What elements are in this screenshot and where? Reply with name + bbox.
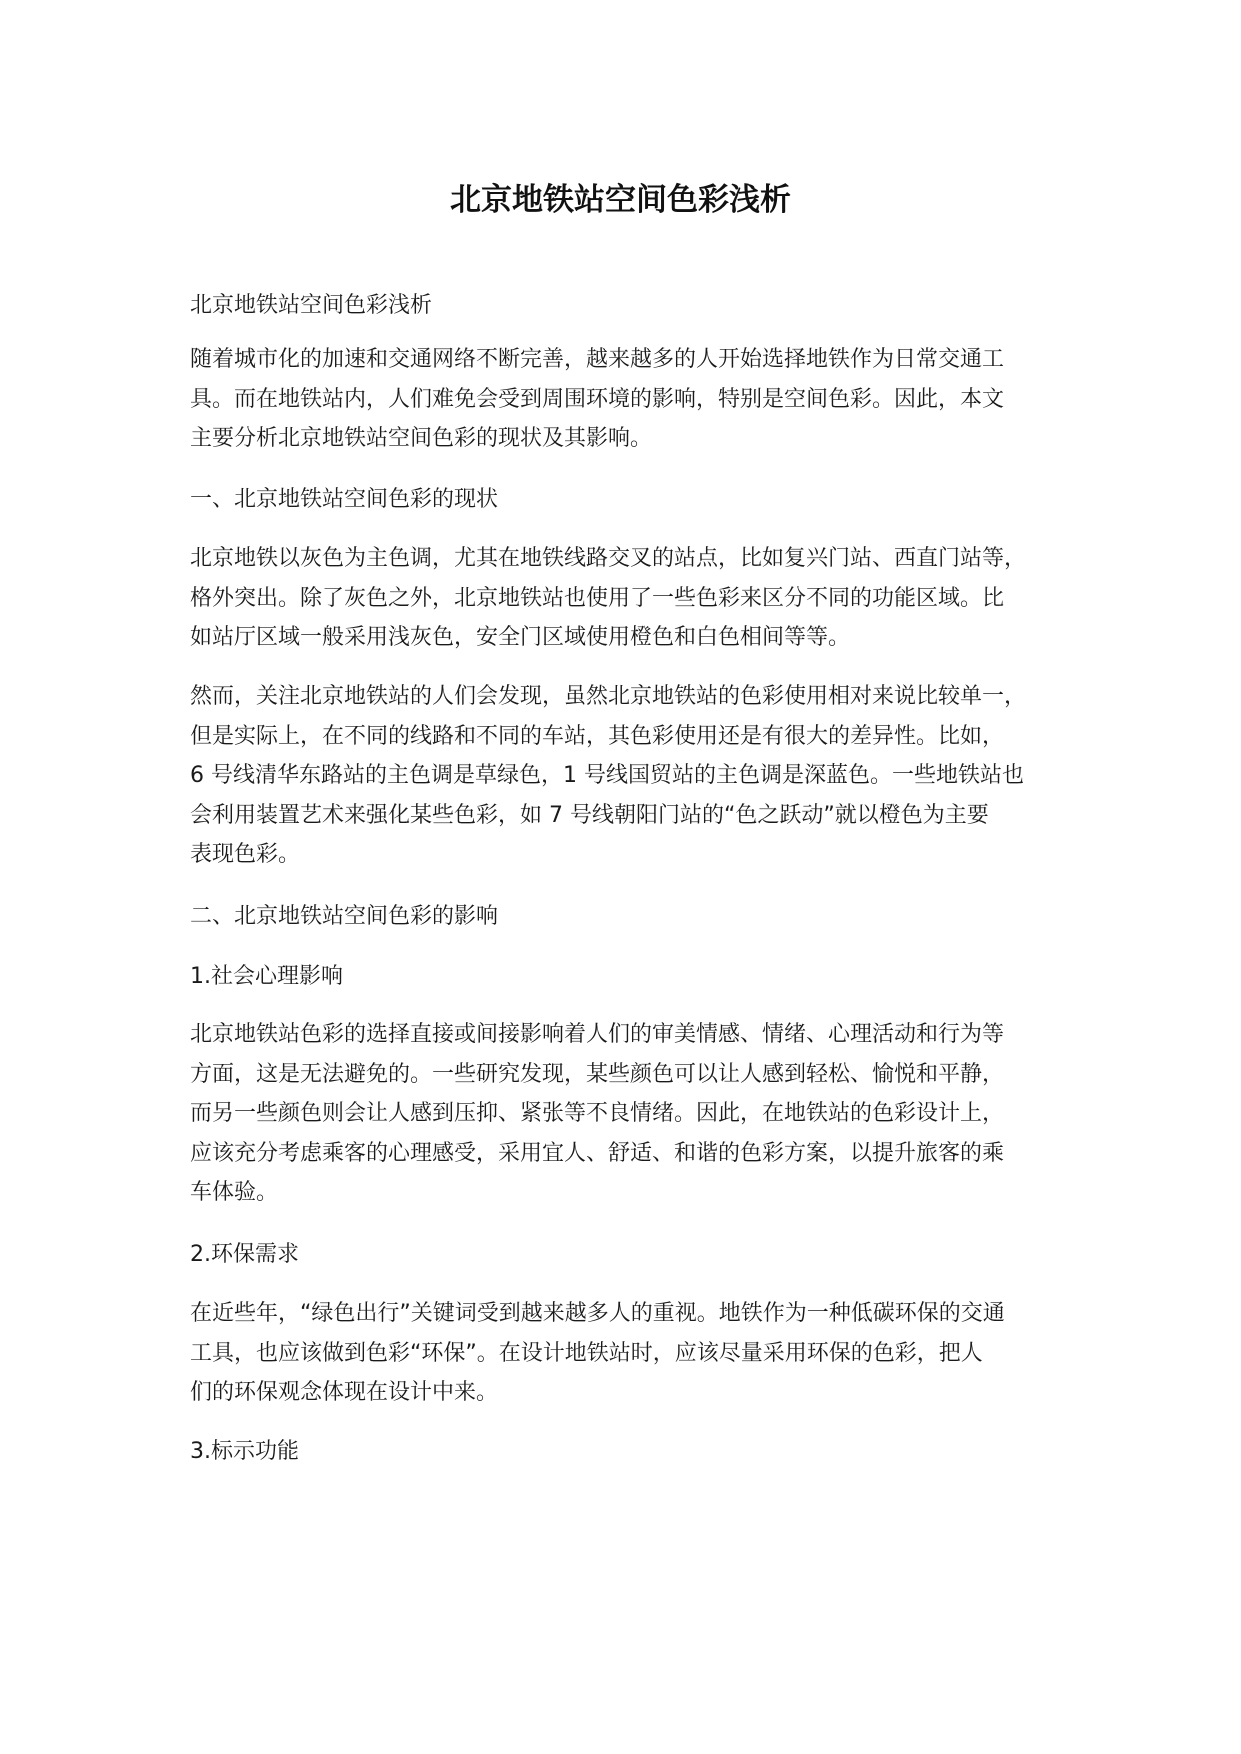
text-line: 而另一些颜色则会让人感到压抑、紧张等不良情绪。因此，在地铁站的色彩设计上， [190, 1101, 1005, 1126]
text-line: 二、北京地铁站空间色彩的影响 [190, 904, 499, 929]
text-line: 车体验。 [190, 1180, 279, 1205]
text-line: 但是实际上，在不同的线路和不同的车站，其色彩使用还是有很大的差异性。比如， [190, 723, 1005, 749]
text-line: 一、北京地铁站空间色彩的现状 [190, 487, 499, 512]
text-line: 北京地铁以灰色为主色调，尤其在地铁线路交叉的站点，比如复兴门站、西直门站等， [190, 546, 1027, 571]
text-line: 方面，这是无法避免的。一些研究发现，某些颜色可以让人感到轻松、愉悦和平静， [190, 1061, 1005, 1087]
text-line: 1.社会心理影响 [190, 964, 343, 989]
text-line: 然而，关注北京地铁站的人们会发现，虽然北京地铁站的色彩使用相对来说比较单一， [190, 684, 1027, 709]
intro-paragraph [190, 340, 1080, 459]
body-paragraph [190, 677, 1080, 875]
body-paragraph [190, 1015, 1080, 1213]
section-heading [190, 480, 1080, 520]
text-line: 会利用装置艺术来强化某些色彩，如 7 号线朝阳门站的“色之跃动”就以橙色为主要 [190, 802, 989, 828]
text-line: 北京地铁站空间色彩浅析 [190, 293, 433, 318]
text-line: 工具，也应该做到色彩“环保”。在设计地铁站时，应该尽量采用环保的色彩，把人 [190, 1340, 983, 1366]
document-title: 北京地铁站空间色彩浅析 [450, 182, 791, 218]
text-line: 们的环保观念体现在设计中来。 [190, 1380, 499, 1405]
text-line: 6 号线清华东路站的主色调是草绿色，1 号线国贸站的主色调是深蓝色。一些地铁站也 [190, 763, 1024, 788]
text-line: 格外突出。除了灰色之外，北京地铁站也使用了一些色彩来区分不同的功能区域。比 [190, 585, 1005, 611]
subsection-heading [190, 1235, 1080, 1275]
body-paragraph [190, 1294, 1080, 1413]
text-line: 如站厅区域一般采用浅灰色，安全门区域使用橙色和白色相间等等。 [190, 625, 851, 650]
subsection-heading [190, 957, 1080, 997]
subsection-heading [190, 1432, 1080, 1472]
body-paragraph [190, 539, 1080, 658]
text-line: 2.环保需求 [190, 1242, 299, 1267]
text-line: 具。而在地铁站内，人们难免会受到周围环境的影响，特别是空间色彩。因此，本文 [190, 386, 1005, 412]
text-line: 随着城市化的加速和交通网络不断完善，越来越多的人开始选择地铁作为日常交通工 [190, 347, 1005, 372]
text-line: 3.标示功能 [190, 1439, 299, 1464]
text-line: 应该充分考虑乘客的心理感受，采用宜人、舒适、和谐的色彩方案，以提升旅客的乘 [190, 1140, 1005, 1166]
text-line: 在近些年，“绿色出行”关键词受到越来越多人的重视。地铁作为一种低碳环保的交通 [190, 1301, 1005, 1326]
subtitle-paragraph [190, 286, 1080, 326]
text-line: 表现色彩。 [190, 842, 301, 867]
section-heading [190, 897, 1080, 937]
text-line: 北京地铁站色彩的选择直接或间接影响着人们的审美情感、情绪、心理活动和行为等 [190, 1022, 1005, 1047]
text-line: 主要分析北京地铁站空间色彩的现状及其影响。 [190, 426, 653, 451]
